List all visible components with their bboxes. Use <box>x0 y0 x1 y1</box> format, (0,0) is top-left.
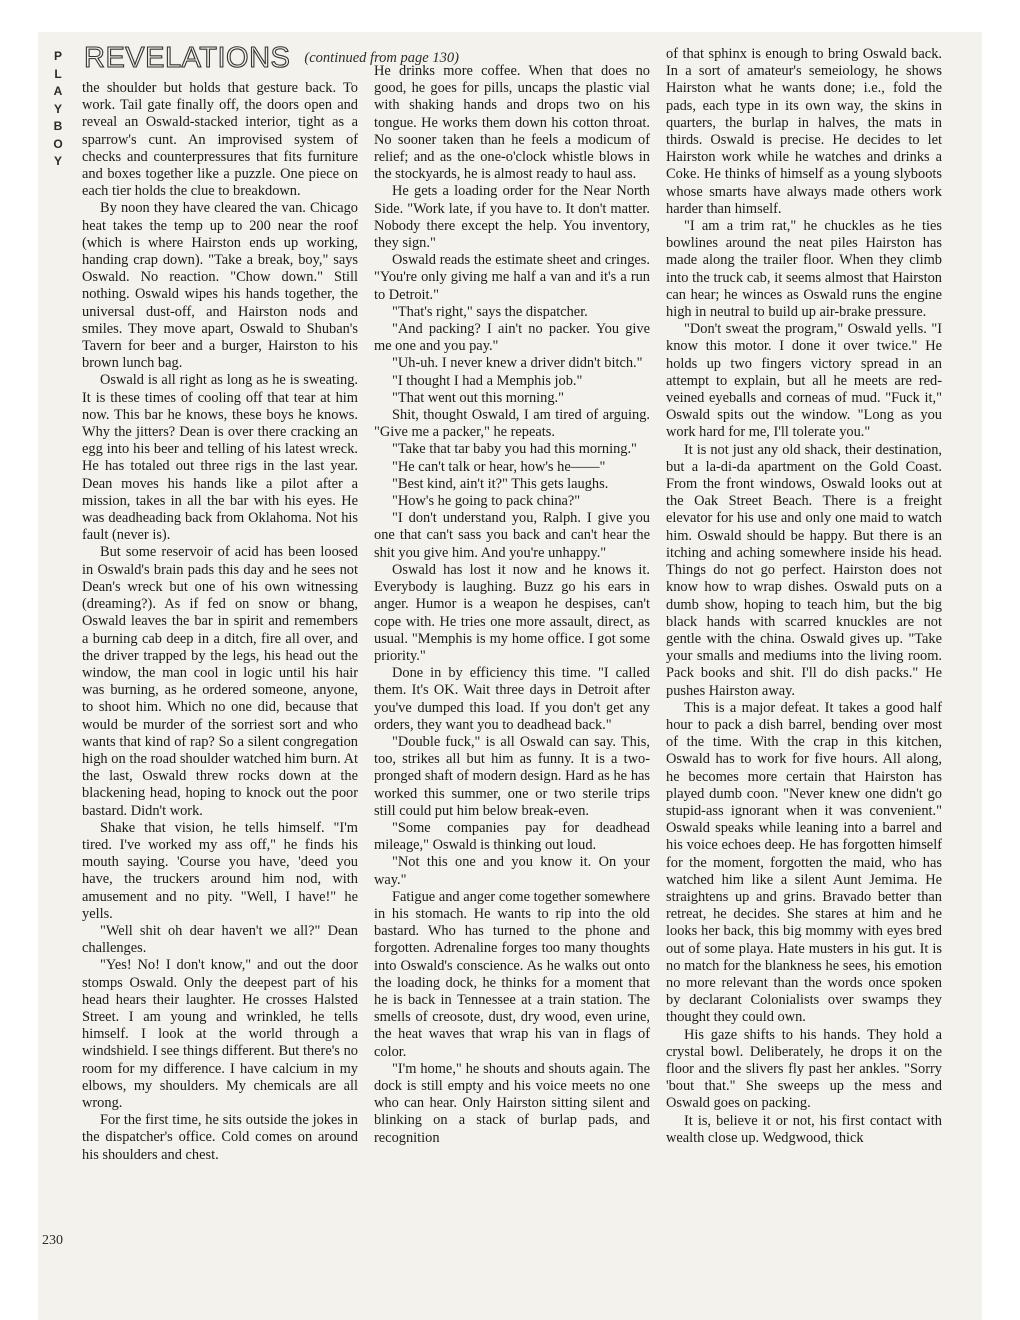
page-number: 230 <box>42 1233 63 1248</box>
paragraph: "I'm home," he shouts and shouts again. The dock is still empty and his voice meets no one who can hear. Only Hairston sitting silent and blinking on a stack of burlap pads, and recognition <box>374 1060 650 1146</box>
paragraph: "And packing? I ain't no packer. You give me one and you pay." <box>374 321 650 355</box>
sidebar-letter: Y <box>53 101 62 116</box>
paragraph: It is not just any old shack, their destination, but a la-di-da apartment on the Gold Coast. From the front windows, Oswald looks out at the Oak Street Beach. There is a freight elevator for his use and only one maid to watch him. Oswald should be happy. But there is an itching and aching somewhere inside his head. Things do not go perfect. Hairston does not know how to wrap dishes. Oswald puts on a dumb show, hoping to teach him, but the big black hands with scarred knuckles are not gentle with the china. Oswald gives up. "Take your smalls and mediums into the living room. Pack books and shit. I'll do dish packs." He pushes Hairston away. <box>666 441 942 699</box>
paragraph: Oswald has lost it now and he knows it. Everybody is laughing. Buzz go his ears in anger. Humor is a weapon he despises, can't cope with. He tries one more assault, direct, as usual. "Memphis is my home office. I got some priority." <box>374 561 650 664</box>
paragraph: He gets a loading order for the Near North Side. "Work late, if you have to. It don't matter. Nobody there except the help. You inventory, they sign." <box>374 183 650 252</box>
paragraph: His gaze shifts to his hands. They hold a crystal bowl. Deliberately, he drops it on the floor and the slivers fly past her ankles. "Sorry 'bout that." She sweeps up the mess and Oswald goes on packing. <box>666 1026 942 1112</box>
paragraph: Shit, thought Oswald, I am tired of arguing. "Give me a packer," he repeats. <box>374 407 650 441</box>
section-title: REVELATIONS <box>84 42 291 74</box>
paragraph: "How's he going to pack china?" <box>392 493 581 510</box>
paragraph: "I don't understand you, Ralph. I give you one that can't sass you back and can't hear the shit you give him. And you're unhappy." <box>374 510 650 561</box>
paragraph: "Not this one and you know it. On your way." <box>374 854 650 888</box>
paragraph: "I thought I had a Memphis job." <box>392 372 583 389</box>
paragraph: "I am a trim rat," he chuckles as he ties bowlines around the neat piles Hairston has made along the trailer floor. When they climb into the truck cab, it seems almost that Hairston can hear; he winces as Oswald runs the engine high in neutral to build up air-brake pressure. <box>666 218 942 321</box>
paragraph: But some reservoir of acid has been loosed in Oswald's brain pads this day and he sees not Dean's wreck but one of his own witnessing (dreaming?). As if fed on snow or bhang, Oswald leaves the bar in spirit and remembers a burning cab deep in a ditch, fire all over, and the driver trapped by the legs, his head out the window, the man cool in logic until his hair was burning, as he ordered someone, anyone, to shoot him. Which no one did, because that would be murder of the sorriest sort and who wants that kind of rap? So a silent congregation high on the road shoulder watched him burn. At the last, Oswald threw rocks down at the blackening head, hoping to knock out the poor bastard. Didn't work. <box>82 544 358 819</box>
sidebar-letter: P <box>53 49 62 63</box>
continued-note: (continued from page 130) <box>304 50 459 66</box>
paragraph: "Take that tar baby you had this morning." <box>392 441 637 458</box>
paragraph: Oswald is all right as long as he is sweating. It is these times of cooling off that tear at him now. This bar he knows, these boys he knows. Why the jitters? Dean is over there cracking an egg into his beer and telling of his latest wreck. He has totaled out three rigs in the last year. Dean moves his hands like a pilot after a mission, takes in all the bar with his eyes. He was deadheading back from Oklahoma. Not his fault (never is). <box>82 372 358 544</box>
paragraph: "He can't talk or hear, how's he——" <box>392 458 606 475</box>
paragraph: By noon they have cleared the van. Chicago heat takes the temp up to 200 near the roof (which is where Hairston ends up working, handing crap down). "Take a break, boy," says Oswald. No reaction. "Chow down." Still nothing. Oswald wipes his hands together, the universal dust-off, and Hairston nods and smiles. They move apart, Oswald to Shuban's Tavern for beer and a burger, Hairston to his brown lunch bag. <box>82 200 358 372</box>
paragraph: Oswald reads the estimate sheet and cringes. "You're only giving me half a van and it's a run to Detroit." <box>374 252 650 303</box>
paragraph: "Double fuck," is all Oswald can say. This, too, strikes all but him as funny. It is a two-pronged shaft of modern design. Hard as he has worked this summer, one or two sterile trips still could put him below break-even. <box>374 733 650 819</box>
paragraph: "Yes! No! I don't know," and out the door stomps Oswald. Only the deepest part of his head hears their laughter. He crosses Halsted Street. I am young and wrinkled, he tells himself. I look at the world through a windshield. I see things different. But there's no room for my difference. I have calcium in my elbows, my shoulders. My chemicals are all wrong. <box>82 957 358 1111</box>
magazine-name-vertical <box>47 48 69 171</box>
paragraph: This is a major defeat. It takes a good half hour to pack a dish barrel, bending over most of the time. With the crap in this kitchen, Oswald has to work for five hours. All along, he becomes more certain that Hairston has played dumb coon. "Never knew one didn't go stupid-ass ignorant when it was convenient." Oswald speaks while leaning into a barrel and his voice echoes deep. He has forgotten himself for the moment, forgotten the maid, who has watched him like a silent Aunt Jemima. He straightens up and grins. Bravado better than retreat, he decides. She stares at him and he looks her back, this big mommy with eyes bred out of some playa. Hate musters in his gut. It is no match for the blankness he sees, his emotion no more relevant than the words once spoken by declarant Colonialists over swamps they thought they could own. <box>666 699 942 1026</box>
text-column-1 <box>82 80 358 1164</box>
paragraph: Fatigue and anger come together somewhere in his stomach. He wants to rip into the old bastard. Who has turned to the phone and forgotten. Adrenaline forges too many thoughts into Oswald's conscience. As he walks out onto the loading dock, he thinks for a moment that he is back in Tennessee at a train station. The smells of creosote, dust, dry wood, even urine, the heat waves that wrap his van in flags of color. <box>374 888 650 1060</box>
paragraph: "Uh-uh. I never knew a driver didn't bitch." <box>392 355 643 372</box>
text-column-3 <box>666 46 942 1147</box>
paragraph: "Well shit oh dear haven't we all?" Dean challenges. <box>82 922 358 957</box>
sidebar-letter: O <box>53 136 63 151</box>
paragraph: the shoulder but holds that gesture back. To work. Tail gate finally off, the doors open and reveal an Oswald-stacked interior, tight as a sparrow's cunt. An improvised system of checks and counterpressures that fits furniture and boxes together like a puzzle. One piece on each tier holds the clue to breakdown. <box>82 80 358 200</box>
text-column-2 <box>374 63 650 1147</box>
paragraph: "Best kind, ain't it?" This gets laughs. <box>392 475 609 492</box>
paragraph: "That went out this morning." <box>392 389 565 406</box>
paragraph: "That's right," says the dispatcher. <box>392 303 588 320</box>
sidebar-letter: B <box>53 119 63 133</box>
paragraph: "Some companies pay for deadhead mileage," Oswald is thinking out loud. <box>374 819 650 854</box>
paragraph: He drinks more coffee. When that does no good, he goes for pills, uncaps the plastic vial with shaking hands and drops two on his tongue. He works them down his cotton throat. No sooner taken than he feels a modicum of relief; and as the one-o'clock whistle blows in the stockyards, he is almost ready to haul ass. <box>374 63 650 183</box>
paragraph: of that sphinx is enough to bring Oswald back. In a sort of amateur's semeiology, he shows Hairston what he wants done; i.e., fold the pads, each type in its own way, the skins in quarters, the burlap in halves, the mats in thirds. Oswald is precise. He decides to let Hairston work while he watches and drinks a Coke. He thinks of himself as a young slyboots whose smarts have always made others work harder than himself. <box>666 46 942 217</box>
paragraph: "Don't sweat the program," Oswald yells. "I know this motor. I done it over twice." He holds up two fingers victory spread in an attempt to explain, but all he meets are red-veined eyeballs and corneas of mud. "Fuck it," Oswald spits out the window. "Long as you work hard for me, I'll tolerate you." <box>666 321 942 441</box>
paragraph: It is, believe it or not, his first contact with wealth close up. Wedgwood, thick <box>666 1112 942 1146</box>
sidebar-letter: A <box>53 84 63 98</box>
paragraph: Done in by efficiency this time. "I called them. It's OK. Wait three days in Detroit after you've dumped this load. If you don't get any orders, they want you to deadhead back." <box>374 665 650 733</box>
sidebar-letter: L <box>54 66 62 81</box>
sidebar-letter: Y <box>53 154 62 168</box>
paragraph: Shake that vision, he tells himself. "I'm tired. I've worked my ass off," he finds his mouth saying. 'Course you have, 'deed you have, the truckers around him nod, with amusement and no pity. "Well, I have!" he yells. <box>82 819 358 922</box>
paragraph: For the first time, he sits outside the jokes in the dispatcher's office. Cold comes on around his shoulders and chest. <box>82 1112 358 1163</box>
